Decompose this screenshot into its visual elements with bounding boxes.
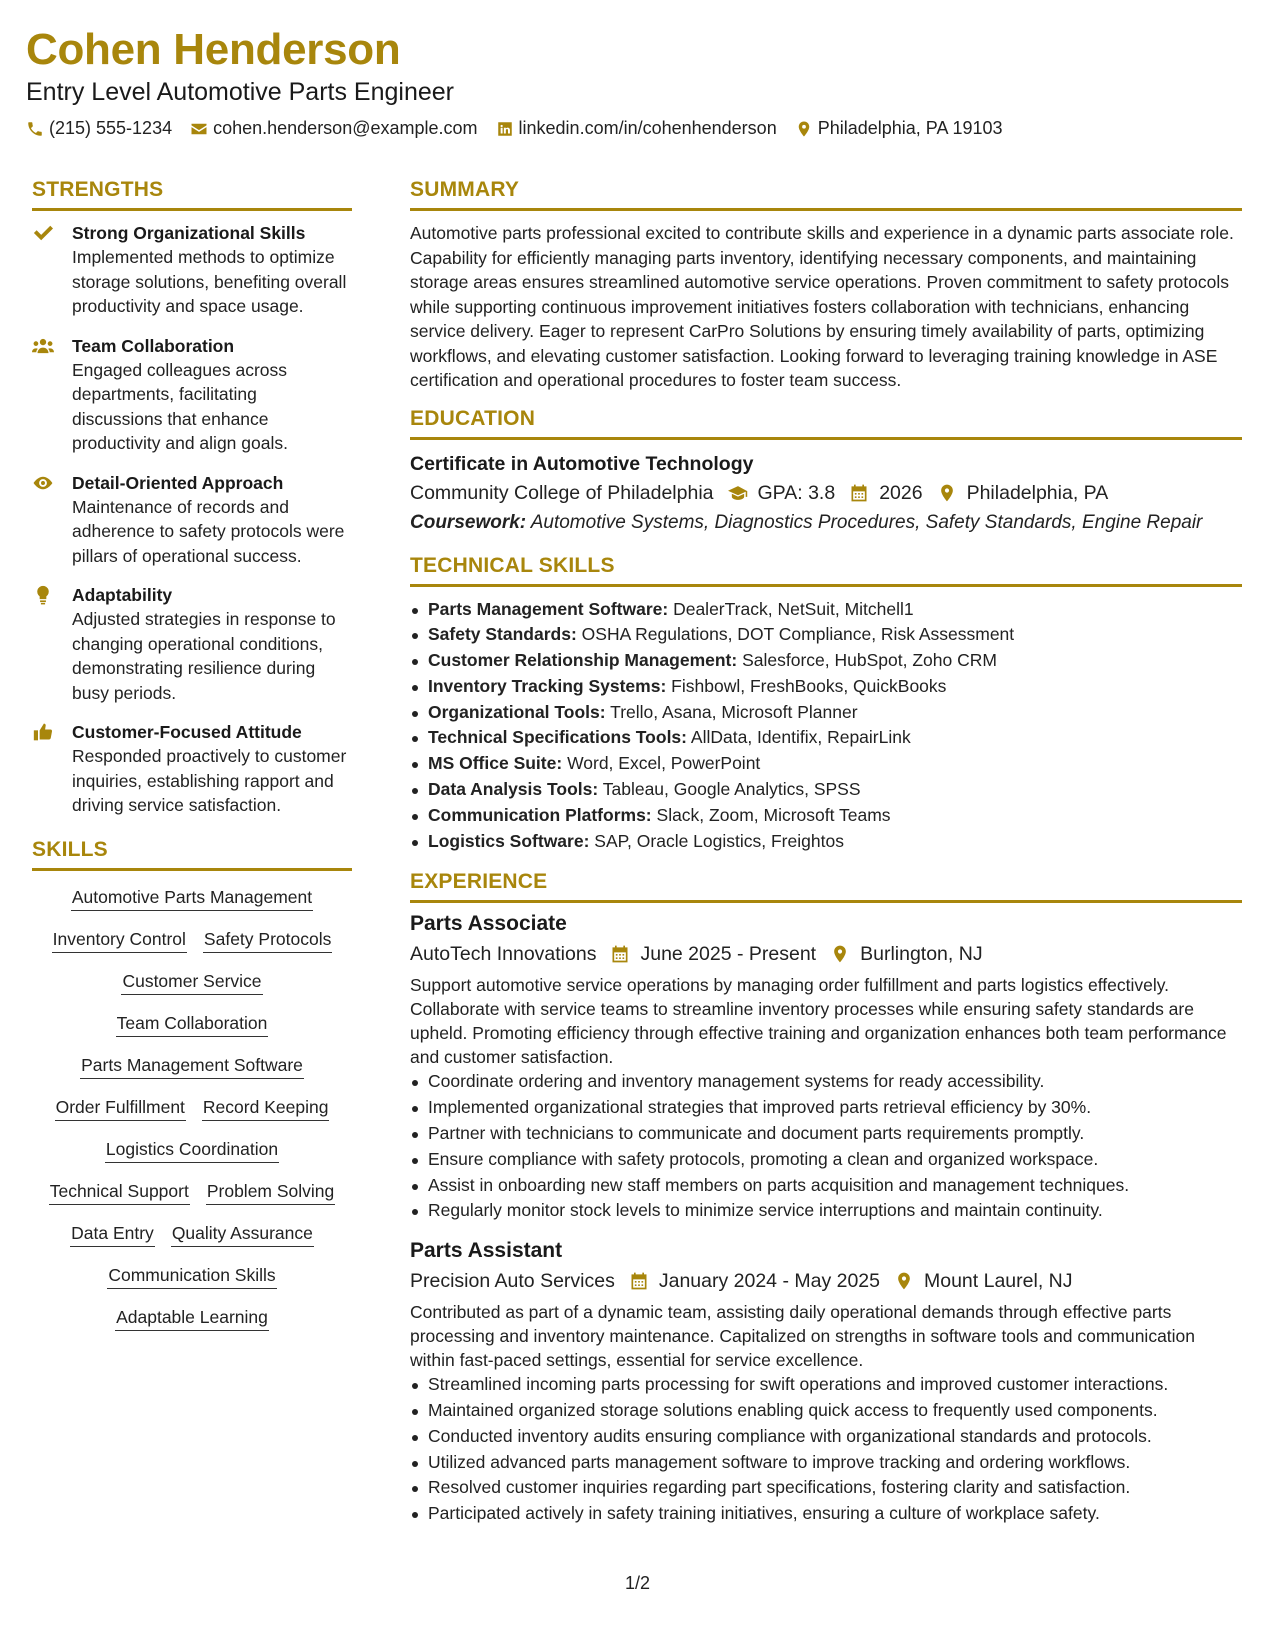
summary-text: Automotive parts professional excited to contribute skills and experience in a dynamic parts associate role. Capability for efficiently managing parts inventory, identifying necessary components, and maintaining storage areas ensures streamlined automotive service operations. Proven commitment to safety protocols while supporting continuous improvement initiatives fosters collaboration with technicians, enhancing service delivery. Eager to represent CarPro Solutions by ensuring timely availability of parts, optimizing workflows, and elevating customer satisfaction. Looking forward to leveraging training knowledge in ASE certification and operational procedures to foster team success. (410, 223, 1234, 390)
job-bullets (410, 1069, 1242, 1224)
check-icon (32, 223, 54, 243)
contact-bar (26, 118, 1251, 139)
job-title: Parts Associate (410, 912, 567, 936)
contact-location (795, 118, 1003, 139)
job-entry (410, 1236, 1242, 1527)
section-title-education: EDUCATION (410, 405, 1242, 440)
graduation-cap-icon (728, 483, 748, 503)
skill-row (32, 1011, 352, 1037)
skill-row (32, 1179, 352, 1205)
list-item: Regularly monitor stock levels to minimize service interruptions and maintain continuity. (410, 1198, 1242, 1224)
skills-section (32, 836, 352, 1331)
map-pin-icon (894, 1271, 914, 1291)
job-location: Mount Laurel, NJ (924, 1270, 1073, 1293)
job-description: Contributed as part of a dynamic team, assisting daily operational demands through effective parts processing and inventory maintenance. Capitalized on strengths in software tools and communication within fast-paced settings, essential for service excellence. (410, 1302, 1196, 1371)
list-item: Participated actively in safety training initiatives, ensuring a culture of workplace safety. (410, 1501, 1242, 1527)
linkedin-text: linkedin.com/in/cohenhenderson (518, 118, 777, 138)
graduation-year: 2026 (879, 481, 923, 504)
page-number: 1/2 (624, 1573, 651, 1593)
envelope-icon (190, 120, 208, 138)
linkedin-icon (496, 120, 514, 138)
left-column (32, 176, 352, 1347)
list-item: Conducted inventory audits ensuring compliance with organizational standards and protocols. (410, 1424, 1242, 1450)
coursework-label: Coursework: (410, 511, 527, 533)
phone-text: (215) 555-1234 (49, 118, 173, 138)
job-location: Burlington, NJ (860, 943, 983, 966)
skill-row (32, 969, 352, 995)
list-item: Utilized advanced parts management software to improve tracking and ordering workflows. (410, 1450, 1242, 1476)
education-meta (410, 478, 1242, 508)
list-item: Safety Standards: OSHA Regulations, DOT Compliance, Risk Assessment (410, 622, 1242, 648)
calendar-icon (610, 944, 630, 964)
strength-item (32, 471, 352, 569)
job-dates: January 2024 - May 2025 (658, 1270, 880, 1293)
list-item: Parts Management Software: DealerTrack, NetSuit, Mitchell1 (410, 597, 1242, 623)
company-name: AutoTech Innovations (410, 943, 597, 966)
section-title-strengths: STRENGTHS (32, 176, 352, 211)
list-item: Implemented organizational strategies that improved parts retrieval efficiency by 30%. (410, 1095, 1242, 1121)
strength-item (32, 583, 352, 705)
resume-header (26, 24, 1251, 139)
skill-row (32, 1263, 352, 1289)
coursework (410, 508, 1242, 538)
map-pin-icon (830, 944, 850, 964)
skill-tag: Order Fulfillment (55, 1095, 186, 1121)
map-pin-icon (937, 483, 957, 503)
strength-desc: Engaged colleagues across departments, facilitating discussions that enhance productivity and align goals. (72, 359, 288, 453)
school-location: Philadelphia, PA (966, 481, 1109, 504)
skill-row (32, 1137, 352, 1163)
list-item: Customer Relationship Management: Salesforce, HubSpot, Zoho CRM (410, 648, 1242, 674)
list-item: Inventory Tracking Systems: Fishbowl, FreshBooks, QuickBooks (410, 674, 1242, 700)
strength-desc: Maintenance of records and adherence to safety protocols were pillars of operational success. (72, 496, 345, 566)
skill-tag: Technical Support (49, 1179, 190, 1205)
skill-tag: Data Entry (70, 1221, 155, 1247)
job-meta (410, 1266, 1242, 1296)
job-meta (410, 939, 1242, 969)
list-item: Partner with technicians to communicate and document parts requirements promptly. (410, 1121, 1242, 1147)
section-title-technical-skills: TECHNICAL SKILLS (410, 552, 1242, 587)
skill-row (32, 1305, 352, 1331)
skill-tag: Problem Solving (206, 1179, 335, 1205)
job-title: Parts Assistant (410, 1239, 563, 1263)
contact-linkedin[interactable] (496, 118, 777, 139)
skill-tag: Customer Service (121, 969, 262, 995)
candidate-title: Entry Level Automotive Parts Engineer (26, 78, 455, 106)
list-item: Ensure compliance with safety protocols, promoting a clean and organized workspace. (410, 1147, 1242, 1173)
users-icon (32, 336, 54, 356)
strength-item (32, 334, 352, 456)
list-item: Assist in onboarding new staff members on parts acquisition and management techniques. (410, 1173, 1242, 1199)
job-entry (410, 909, 1242, 1224)
skill-row (32, 1053, 352, 1079)
email-text: cohen.henderson@example.com (213, 118, 478, 138)
location-text: Philadelphia, PA 19103 (817, 118, 1003, 138)
strength-desc: Responded proactively to customer inquiries, establishing rapport and driving service satisfaction. (72, 746, 347, 815)
strength-desc: Implemented methods to optimize storage solutions, benefiting overall productivity and space usage. (72, 247, 347, 316)
job-dates: June 2025 - Present (640, 943, 817, 966)
skill-tag: Logistics Coordination (105, 1137, 279, 1163)
skill-tag: Safety Protocols (203, 927, 332, 953)
candidate-name: Cohen Henderson (26, 25, 401, 74)
skill-tag: Communication Skills (107, 1263, 276, 1289)
technical-skills-list (410, 597, 1242, 855)
list-item: Logistics Software: SAP, Oracle Logistics, Freightos (410, 829, 1242, 855)
list-item: Organizational Tools: Trello, Asana, Microsoft Planner (410, 700, 1242, 726)
list-item: Resolved customer inquiries regarding part specifications, fostering clarity and satisfaction. (410, 1475, 1242, 1501)
skill-row (32, 885, 352, 911)
strength-name: Team Collaboration (72, 335, 235, 356)
list-item: Streamlined incoming parts processing for swift operations and improved customer interactions. (410, 1372, 1242, 1398)
section-title-skills: SKILLS (32, 836, 352, 871)
education-section (410, 405, 1242, 538)
skill-row (32, 1095, 352, 1121)
contact-email[interactable] (190, 118, 477, 139)
list-item: Communication Platforms: Slack, Zoom, Microsoft Teams (410, 803, 1242, 829)
summary-section (410, 176, 1242, 393)
list-item: Technical Specifications Tools: AllData, Identifix, RepairLink (410, 725, 1242, 751)
list-item: Data Analysis Tools: Tableau, Google Analytics, SPSS (410, 777, 1242, 803)
strength-name: Customer-Focused Attitude (72, 722, 302, 742)
right-column (410, 176, 1242, 1539)
phone-icon (26, 120, 44, 138)
calendar-icon (849, 483, 869, 503)
experience-section (410, 868, 1242, 1527)
eye-icon (32, 473, 54, 493)
skill-tag: Inventory Control (52, 927, 187, 953)
thumbs-up-icon (32, 722, 54, 742)
skill-row (32, 1221, 352, 1247)
skill-tag: Adaptable Learning (115, 1305, 269, 1331)
gpa-text: GPA: 3.8 (757, 481, 836, 504)
strength-name: Strong Organizational Skills (72, 223, 306, 243)
contact-phone[interactable] (26, 118, 172, 139)
company-name: Precision Auto Services (410, 1270, 615, 1293)
section-title-summary: SUMMARY (410, 176, 1242, 211)
skill-tag: Team Collaboration (116, 1011, 269, 1037)
job-bullets (410, 1372, 1242, 1527)
skill-row (32, 927, 352, 953)
strength-name: Detail-Oriented Approach (72, 472, 284, 493)
list-item: Coordinate ordering and inventory management systems for ready accessibility. (410, 1069, 1242, 1095)
strengths-section (32, 176, 352, 818)
degree-name: Certificate in Automotive Technology (410, 452, 754, 475)
skill-tag: Automotive Parts Management (71, 885, 313, 911)
list-item: MS Office Suite: Word, Excel, PowerPoint (410, 751, 1242, 777)
skill-tag: Record Keeping (202, 1095, 330, 1121)
section-title-experience: EXPERIENCE (410, 868, 1242, 903)
coursework-text: Automotive Systems, Diagnostics Procedures, Safety Standards, Engine Repair (530, 511, 1203, 533)
strength-name: Adaptability (72, 585, 173, 605)
strength-item (32, 221, 352, 319)
strength-item (32, 720, 352, 818)
strength-desc: Adjusted strategies in response to changing operational conditions, demonstrating resilience during busy periods. (72, 609, 336, 703)
skill-tag: Quality Assurance (171, 1221, 314, 1247)
map-pin-icon (795, 120, 813, 138)
technical-skills-section (410, 552, 1242, 855)
job-description: Support automotive service operations by managing order fulfillment and parts logistics effectively. Collaborate with service teams to streamline inventory processes while ensuring safety standards are upheld. Promoting efficiency through effective training and organization enhances both team performance and customer satisfaction. (410, 975, 1227, 1068)
list-item: Maintained organized storage solutions enabling quick access to frequently used components. (410, 1398, 1242, 1424)
calendar-icon (629, 1271, 649, 1291)
lightbulb-icon (32, 585, 54, 605)
school-name: Community College of Philadelphia (410, 481, 714, 504)
skill-tag: Parts Management Software (80, 1053, 304, 1079)
